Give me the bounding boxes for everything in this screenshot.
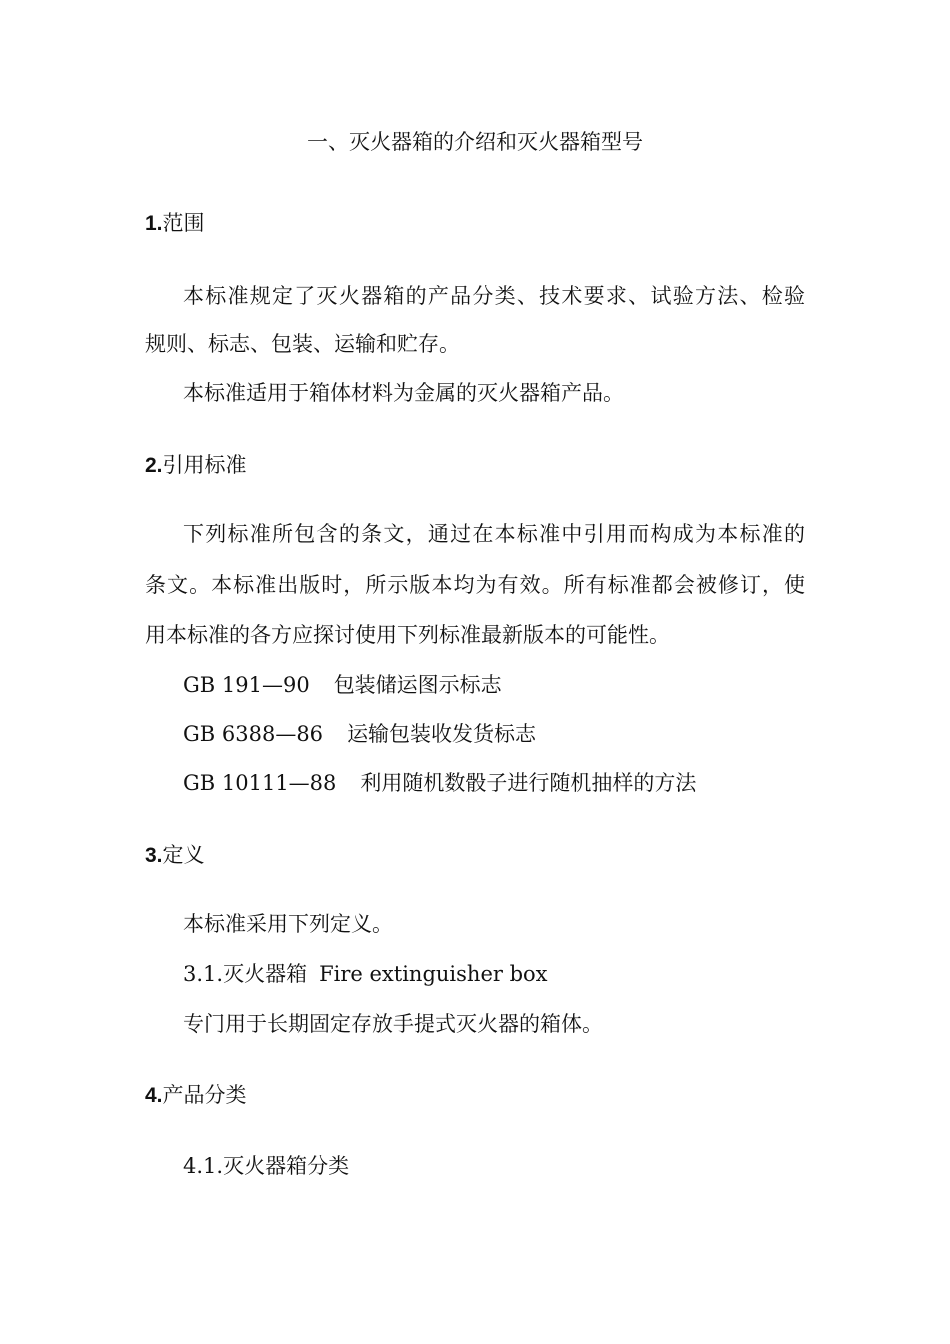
section-title: 范围	[162, 211, 205, 235]
term-label: 3.1.灭火器箱	[183, 962, 308, 986]
paragraph-line: 用本标准的各方应探讨使用下列标准最新版本的可能性。	[145, 623, 670, 647]
section-2-heading	[145, 450, 247, 481]
reference-name: 运输包装收发货标志	[347, 722, 537, 746]
term-line	[183, 959, 548, 989]
section-title: 引用标准	[162, 453, 247, 477]
reference-code: GB 191—90	[183, 673, 310, 697]
paragraph-line: 本标准采用下列定义。	[183, 912, 393, 936]
definition-line: 专门用于长期固定存放手提式灭火器的箱体。	[183, 1012, 603, 1036]
paragraph-line: 规则、标志、包装、运输和贮存。	[145, 332, 460, 356]
reference-item	[183, 719, 536, 749]
section-number: 4.	[145, 1084, 163, 1107]
reference-code: GB 6388—86	[183, 722, 324, 746]
reference-name: 利用随机数骰子进行随机抽样的方法	[360, 771, 697, 795]
section-number: 1.	[145, 212, 163, 235]
section-title: 定义	[162, 843, 205, 867]
section-title: 产品分类	[162, 1083, 247, 1107]
section-1-heading	[145, 208, 205, 239]
reference-name: 包装储运图示标志	[333, 673, 502, 697]
paragraph-line: 本标准适用于箱体材料为金属的灭火器箱产品。	[183, 381, 624, 405]
term-english: Fire extinguisher box	[319, 962, 548, 986]
section-3-heading	[145, 840, 205, 871]
reference-code: GB 10111—88	[183, 771, 337, 795]
reference-item	[183, 670, 502, 700]
paragraph-line: 本标准规定了灭火器箱的产品分类、技术要求、试验方法、检验	[183, 284, 805, 308]
subsection-heading: 4.1.灭火器箱分类	[183, 1154, 350, 1178]
reference-item	[183, 768, 696, 798]
paragraph-line: 条文。本标准出版时，所示版本均为有效。所有标准都会被修订，使	[145, 573, 805, 597]
paragraph-line: 下列标准所包含的条文，通过在本标准中引用而构成为本标准的	[183, 522, 805, 546]
section-number: 3.	[145, 844, 163, 867]
section-4-heading	[145, 1080, 247, 1111]
document-title: 一、灭火器箱的介绍和灭火器箱型号	[307, 130, 643, 154]
section-number: 2.	[145, 454, 163, 477]
